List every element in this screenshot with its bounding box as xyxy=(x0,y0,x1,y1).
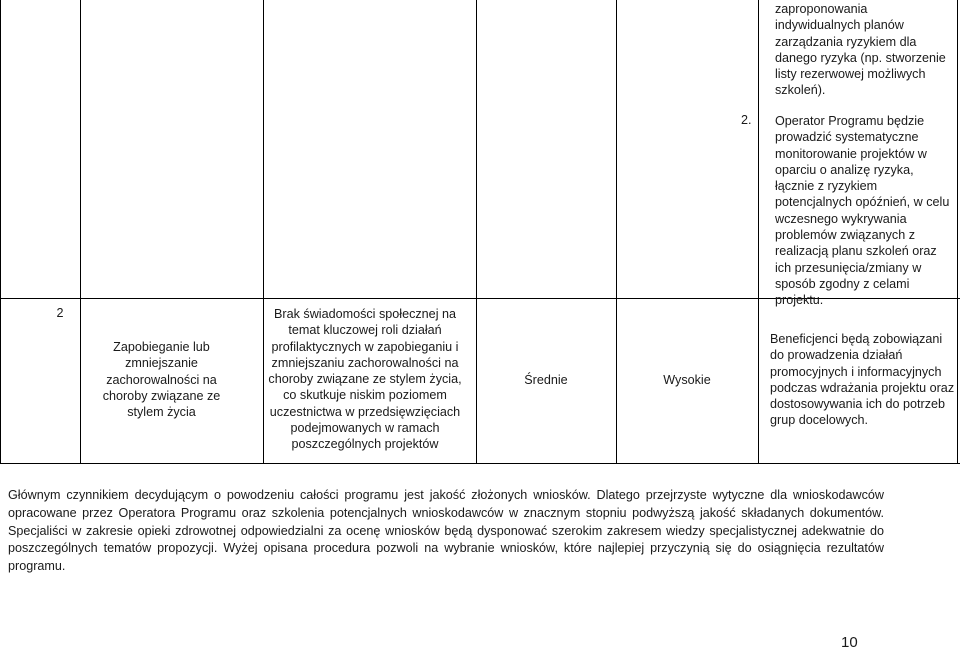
page-number: 10 xyxy=(841,634,858,651)
table-col-divider xyxy=(263,0,264,464)
probability-cell: Średnie xyxy=(524,373,568,387)
row-number: 2 xyxy=(56,306,64,320)
risk-description-cell: Brak świadomości społecznej na temat kluczowej roli działań profilaktycznych w zapobieganiu i zmniejszaniu zachorowalności na choroby związane ze stylem życia, co skutkuje niskim poziomem uczestnictwa w przedsięwzięciach podejmowanych w ramach poszczególnych projektów xyxy=(268,307,462,452)
table-border-left xyxy=(0,0,1,464)
table-border-bottom xyxy=(0,463,960,464)
mitigation-cell: Beneficjenci będą zobowiązani do prowadzenia działań promocyjnych i informacyjnych podczas wdrażania projektu oraz dostosowywania ich do potrzeb grup docelowych. xyxy=(770,332,955,428)
table-col-divider xyxy=(476,0,477,464)
table-col-divider xyxy=(758,0,759,464)
impact-cell: Wysokie xyxy=(663,373,711,387)
list-number: 2. xyxy=(741,113,752,127)
mitigation-continuation-item1: zaproponowania indywidualnych planów zarządzania ryzykiem dla danego ryzyka (np. stworzenie listy rezerwowej możliwych szkoleń). xyxy=(775,2,946,98)
table-col-divider xyxy=(616,0,617,464)
risk-name-cell: Zapobieganie lub zmniejszanie zachorowalności na choroby związane ze stylem życia xyxy=(102,340,221,420)
mitigation-continuation-item2: Operator Programu będzie prowadzić systematyczne monitorowanie projektów w oparciu o analizę ryzyka, łącznie z ryzykiem potencjalnych opóźnień, w celu wczesnego wykrywania problemów związanych z realizacją planu szkoleń oraz ich przesunięcia/zmiany w sposób zgodny z celami projektu. xyxy=(775,114,950,308)
table-col-divider xyxy=(80,0,81,464)
body-paragraph: Głównym czynnikiem decydującym o powodzeniu całości programu jest jakość złożonych wniosków. Dlatego przejrzyste wytyczne dla wnioskodawców opracowane przez Operatora Programu oraz szkolenia potencjalnych wnioskodawców w znacznym stopniu podwyższą jakość składanych dokumentów. Specjaliści w zakresie opieki zdrowotnej odpowiedzialni za ocenę wniosków będą dysponować szerokim zakresem wiedzy specjalistycznej adekwatnie do poszczególnych tematów propozycji. Wyżej opisana procedura pozwoli na wybranie wniosków, które najlepiej przyczynią się do osiągnięcia rezultatów programu. xyxy=(8,488,884,574)
table-border-right xyxy=(957,0,958,464)
